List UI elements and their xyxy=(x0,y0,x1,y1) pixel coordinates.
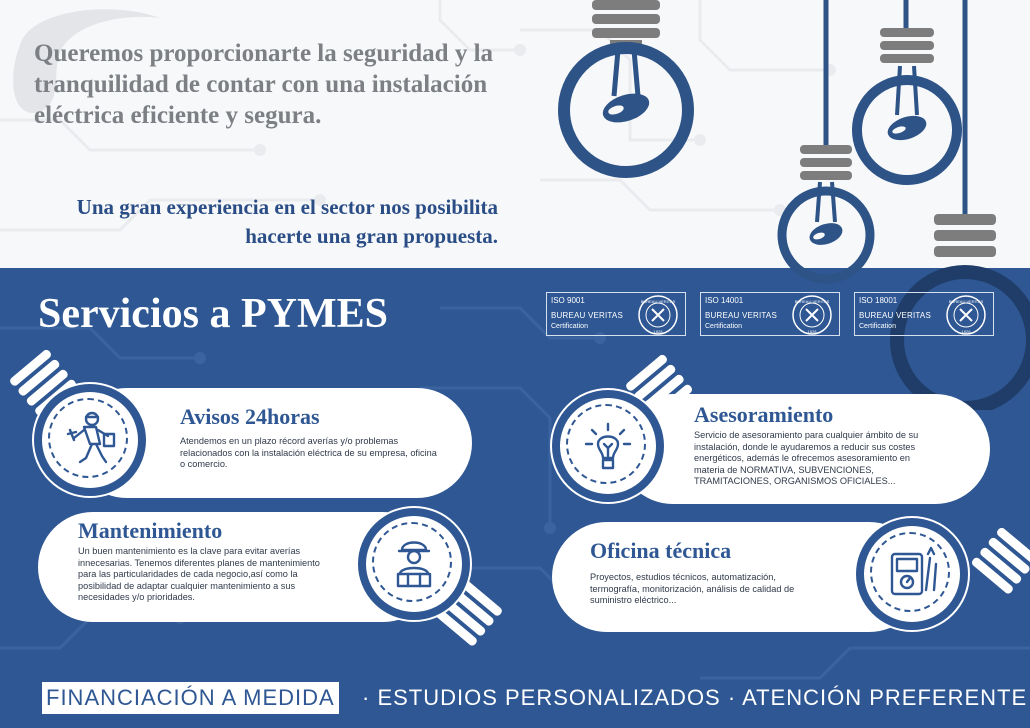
service-icon-badge xyxy=(358,508,470,620)
svg-text:BUREAU VERITAS: BUREAU VERITAS xyxy=(794,299,830,304)
service-description: Proyectos, estudios técnicos, automatización, termografía, monitorización, análisis de calidad de suministro eléctrico... xyxy=(590,572,795,605)
bulb-2 xyxy=(857,28,957,180)
svg-text:1828: 1828 xyxy=(653,329,663,334)
cert-badge-iso9001: ISO 9001 BUREAU VERITAS Certification BUREAU VERITAS 1828 xyxy=(546,292,686,336)
bureau-veritas-seal-icon xyxy=(945,294,987,336)
service-icon-badge xyxy=(552,390,664,502)
bulb-base-decoration-icon xyxy=(968,528,1030,598)
services-title: Servicios a PYMES xyxy=(38,291,388,337)
bulb-3 xyxy=(782,145,870,279)
service-title: Mantenimiento xyxy=(78,518,223,543)
multimeter-icon xyxy=(884,544,940,602)
service-title: Oficina técnica xyxy=(590,538,732,563)
svg-text:BUREAU VERITAS: BUREAU VERITAS xyxy=(948,299,984,304)
svg-text:1828: 1828 xyxy=(961,329,971,334)
bulb-1 xyxy=(564,0,688,172)
bureau-veritas-seal-icon xyxy=(637,294,679,336)
service-icon-badge xyxy=(34,384,146,496)
svg-text:1828: 1828 xyxy=(807,329,817,334)
footer-highlight: FINANCIACIÓN A MEDIDA xyxy=(42,682,339,714)
electrician-icon xyxy=(62,410,118,468)
service-title: Avisos 24horas xyxy=(180,404,320,429)
service-card-asesoramiento xyxy=(618,394,990,504)
hero-headline: Queremos proporcionarte la seguridad y la tranquilidad de contar con una instalación eléctrica eficiente y segura. xyxy=(34,40,494,129)
cert-badge-iso14001: ISO 14001 BUREAU VERITAS Certification BUREAU VERITAS 1828 xyxy=(700,292,840,336)
service-description: Atendemos en un plazo récord averías y/o problemas relacionados con la instalación eléctrica de su empresa, oficina o comercio. xyxy=(180,436,437,469)
worker-icon xyxy=(386,534,442,592)
hero-subheadline: Una gran experiencia en el sector nos posibilita hacerte una gran propuesta. xyxy=(76,195,498,248)
service-icon-badge xyxy=(856,518,968,630)
service-title: Asesoramiento xyxy=(694,402,834,427)
cert-badge-iso18001: ISO 18001 BUREAU VERITAS Certification BUREAU VERITAS 1828 xyxy=(854,292,994,336)
bureau-veritas-seal-icon xyxy=(791,294,833,336)
service-description: Servicio de asesoramiento para cualquier ámbito de su instalación, donde le ayudaremos a reducir sus costes energéticos, además le ofrecemos asesoramiento en materia de NORMATIVA, SUBVENCIONES, TRAMITACIONES, ORGANISMOS OFICIALES... xyxy=(694,430,919,486)
service-description: Un buen mantenimiento es la clave para evitar averías innecesarias. Tenemos diferentes planes de mantenimiento para las particularidades de cada negocio,así como la posibilidad de adaptar cualquier mantenimiento a sus necesidades y/o prioridades. xyxy=(78,546,320,602)
lightbulb-idea-icon xyxy=(580,416,636,474)
footer-features: · ESTUDIOS PERSONALIZADOS · ATENCIÓN PREFERENTE xyxy=(362,685,1028,710)
svg-text:BUREAU VERITAS: BUREAU VERITAS xyxy=(640,299,676,304)
